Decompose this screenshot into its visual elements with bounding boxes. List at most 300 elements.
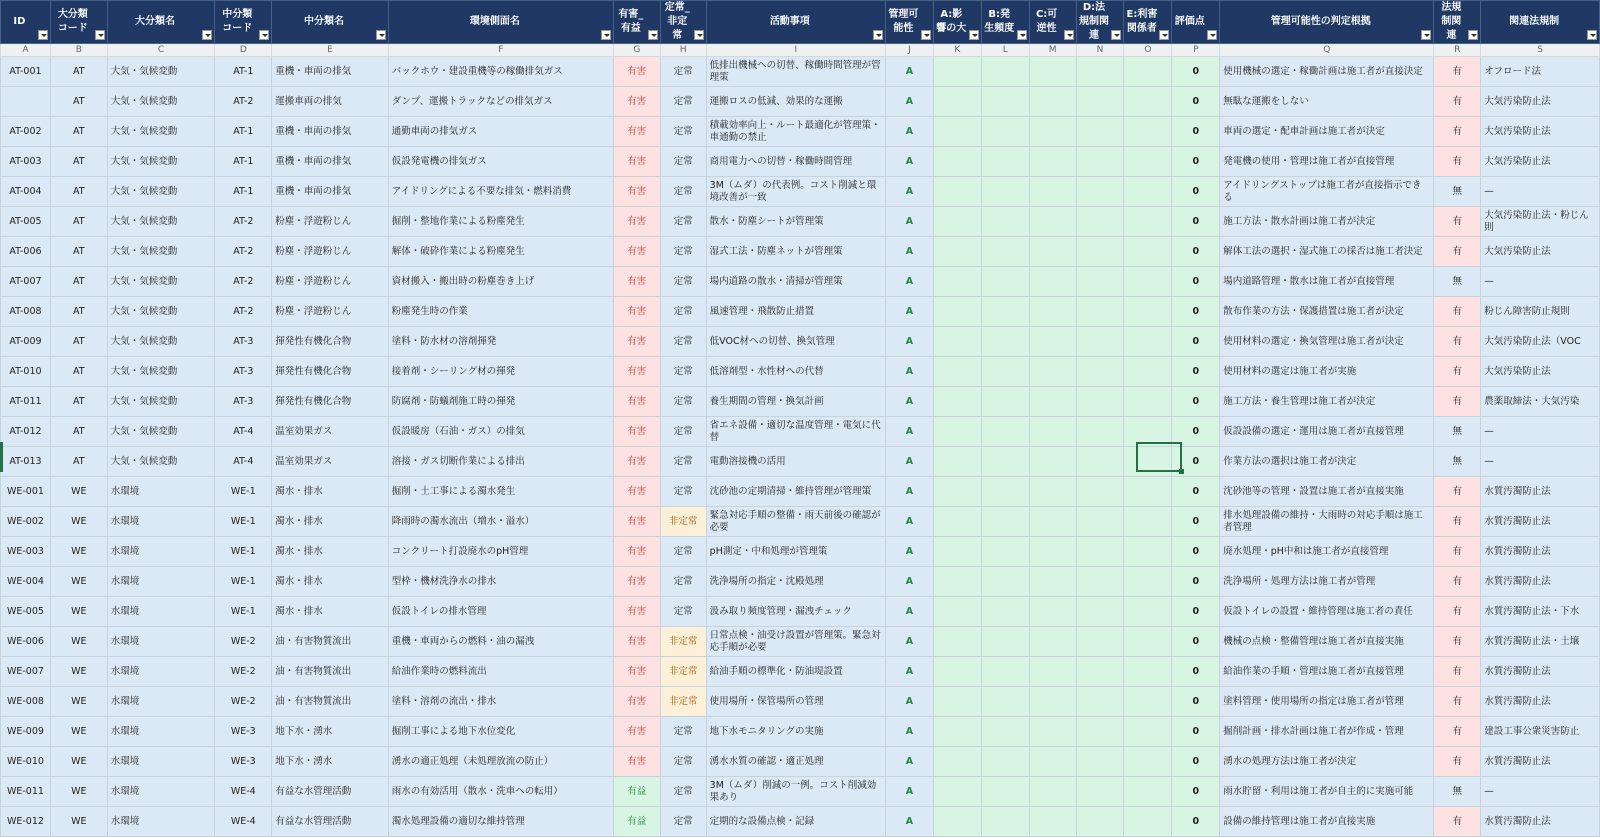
table-cell[interactable] bbox=[933, 507, 981, 537]
table-cell[interactable]: 0 bbox=[1172, 687, 1220, 717]
table-cell[interactable]: 有 bbox=[1434, 327, 1481, 357]
filter-dropdown-icon[interactable] bbox=[1468, 30, 1478, 40]
table-cell[interactable]: WE-4 bbox=[215, 777, 272, 807]
table-cell[interactable]: AT-010 bbox=[1, 357, 51, 387]
table-cell[interactable]: WE-009 bbox=[1, 717, 51, 747]
table-cell[interactable]: 大気汚染防止法 bbox=[1481, 117, 1600, 147]
table-cell[interactable]: 大気汚染防止法（VOC bbox=[1481, 327, 1600, 357]
column-letter[interactable]: S bbox=[1481, 44, 1600, 57]
table-cell[interactable] bbox=[933, 237, 981, 267]
table-cell[interactable]: 大気・気候変動 bbox=[107, 417, 215, 447]
table-cell[interactable] bbox=[981, 657, 1029, 687]
table-cell[interactable] bbox=[1124, 717, 1172, 747]
table-cell[interactable] bbox=[933, 267, 981, 297]
table-cell[interactable]: 有 bbox=[1434, 717, 1481, 747]
table-cell[interactable]: オフロード法 bbox=[1481, 57, 1600, 87]
table-cell[interactable]: WE-1 bbox=[215, 537, 272, 567]
table-cell[interactable]: 排水処理設備の維持・大雨時の対応手順は施工者管理 bbox=[1220, 507, 1434, 537]
table-cell[interactable]: 定期的な設備点検・記録 bbox=[706, 807, 885, 837]
table-cell[interactable] bbox=[1029, 597, 1076, 627]
table-cell[interactable]: 施工方法・散水計画は施工者が決定 bbox=[1220, 207, 1434, 237]
table-cell[interactable]: 洗浄場所・処理方法は施工者が管理 bbox=[1220, 567, 1434, 597]
table-cell[interactable]: A bbox=[885, 177, 933, 207]
table-cell[interactable]: 給油作業の手順・管理は施工者が直接管理 bbox=[1220, 657, 1434, 687]
table-cell[interactable] bbox=[1076, 687, 1124, 717]
table-cell[interactable] bbox=[933, 357, 981, 387]
table-cell[interactable]: ダンプ、運搬トラックなどの排気ガス bbox=[388, 87, 613, 117]
table-cell[interactable]: WE-3 bbox=[215, 747, 272, 777]
table-cell[interactable]: A bbox=[885, 87, 933, 117]
table-cell[interactable]: 水環境 bbox=[107, 747, 215, 777]
table-cell[interactable]: WE-001 bbox=[1, 477, 51, 507]
table-cell[interactable]: WE-004 bbox=[1, 567, 51, 597]
table-cell[interactable]: 有害 bbox=[613, 417, 660, 447]
table-cell[interactable]: 0 bbox=[1172, 177, 1220, 207]
table-cell[interactable]: WE-1 bbox=[215, 477, 272, 507]
table-cell[interactable]: 0 bbox=[1172, 237, 1220, 267]
table-cell[interactable]: 有益 bbox=[613, 807, 660, 837]
table-cell[interactable] bbox=[981, 177, 1029, 207]
table-cell[interactable] bbox=[1076, 507, 1124, 537]
table-cell[interactable] bbox=[1029, 177, 1076, 207]
table-cell[interactable] bbox=[1029, 507, 1076, 537]
table-cell[interactable]: 通勤車両の排気ガス bbox=[388, 117, 613, 147]
table-cell[interactable]: WE-3 bbox=[215, 717, 272, 747]
table-cell[interactable] bbox=[933, 177, 981, 207]
column-letter[interactable]: C bbox=[107, 44, 215, 57]
table-cell[interactable] bbox=[1029, 777, 1076, 807]
table-cell[interactable]: 設備の維持管理は施工者が直接実施 bbox=[1220, 807, 1434, 837]
table-cell[interactable]: A bbox=[885, 807, 933, 837]
table-cell[interactable]: 水環境 bbox=[107, 657, 215, 687]
table-cell[interactable] bbox=[1029, 57, 1076, 87]
table-cell[interactable] bbox=[1124, 507, 1172, 537]
table-cell[interactable]: 雨水貯留・利用は施工者が自主的に実施可能 bbox=[1220, 777, 1434, 807]
filter-dropdown-icon[interactable] bbox=[259, 30, 269, 40]
table-cell[interactable]: WE-4 bbox=[215, 807, 272, 837]
table-cell[interactable]: WE bbox=[50, 477, 107, 507]
table-cell[interactable]: 運搬車両の排気 bbox=[272, 87, 389, 117]
table-cell[interactable]: 塗料・溶剤の流出・排水 bbox=[388, 687, 613, 717]
table-cell[interactable]: 大気・気候変動 bbox=[107, 87, 215, 117]
table-cell[interactable] bbox=[1076, 717, 1124, 747]
table-cell[interactable]: 有害 bbox=[613, 327, 660, 357]
table-cell[interactable]: 揮発性有機化合物 bbox=[272, 357, 389, 387]
table-cell[interactable]: 有 bbox=[1434, 357, 1481, 387]
table-cell[interactable]: AT bbox=[50, 447, 107, 477]
table-cell[interactable] bbox=[1029, 327, 1076, 357]
table-cell[interactable]: 大気・気候変動 bbox=[107, 117, 215, 147]
table-cell[interactable]: 大気・気候変動 bbox=[107, 237, 215, 267]
table-cell[interactable] bbox=[1029, 267, 1076, 297]
table-cell[interactable]: WE bbox=[50, 747, 107, 777]
table-cell[interactable]: A bbox=[885, 657, 933, 687]
table-cell[interactable] bbox=[1076, 807, 1124, 837]
table-cell[interactable]: アイドリングによる不要な排気・燃料消費 bbox=[388, 177, 613, 207]
table-cell[interactable]: 水環境 bbox=[107, 777, 215, 807]
table-cell[interactable]: 温室効果ガス bbox=[272, 417, 389, 447]
table-cell[interactable] bbox=[933, 417, 981, 447]
table-cell[interactable]: AT-001 bbox=[1, 57, 51, 87]
table-cell[interactable]: A bbox=[885, 117, 933, 147]
table-cell[interactable]: 3M（ムダ）削減の一例。コスト削減効果あり bbox=[706, 777, 885, 807]
table-cell[interactable]: 重機・車両からの燃料・油の漏洩 bbox=[388, 627, 613, 657]
table-cell[interactable]: 湧水の適正処理（未処理放流の防止） bbox=[388, 747, 613, 777]
table-cell[interactable]: 定常 bbox=[660, 297, 706, 327]
table-cell[interactable] bbox=[1076, 237, 1124, 267]
table-cell[interactable]: 水環境 bbox=[107, 717, 215, 747]
table-cell[interactable]: 有 bbox=[1434, 537, 1481, 567]
table-cell[interactable]: 無 bbox=[1434, 417, 1481, 447]
table-cell[interactable]: 施工方法・養生管理は施工者が決定 bbox=[1220, 387, 1434, 417]
table-cell[interactable] bbox=[981, 507, 1029, 537]
filter-dropdown-icon[interactable] bbox=[969, 30, 979, 40]
table-cell[interactable]: 濁水処理設備の適切な維持管理 bbox=[388, 807, 613, 837]
table-cell[interactable]: AT bbox=[50, 387, 107, 417]
table-cell[interactable]: 商用電力への切替・稼働時間管理 bbox=[706, 147, 885, 177]
table-cell[interactable] bbox=[1124, 537, 1172, 567]
table-cell[interactable]: 地下水・湧水 bbox=[272, 717, 389, 747]
table-cell[interactable]: 0 bbox=[1172, 747, 1220, 777]
table-cell[interactable]: 0 bbox=[1172, 447, 1220, 477]
table-cell[interactable] bbox=[1124, 57, 1172, 87]
table-cell[interactable]: 水環境 bbox=[107, 597, 215, 627]
table-cell[interactable] bbox=[1124, 807, 1172, 837]
column-letter[interactable]: B bbox=[50, 44, 107, 57]
table-cell[interactable]: WE-002 bbox=[1, 507, 51, 537]
table-cell[interactable]: 定常 bbox=[660, 477, 706, 507]
table-cell[interactable] bbox=[933, 147, 981, 177]
table-cell[interactable] bbox=[933, 537, 981, 567]
table-cell[interactable]: 有害 bbox=[613, 567, 660, 597]
table-cell[interactable]: 沈砂池の定期清掃・維持管理が管理策 bbox=[706, 477, 885, 507]
table-cell[interactable]: 定常 bbox=[660, 567, 706, 597]
table-cell[interactable]: WE bbox=[50, 597, 107, 627]
column-letter[interactable]: F bbox=[388, 44, 613, 57]
table-cell[interactable]: 濁水・排水 bbox=[272, 537, 389, 567]
table-cell[interactable] bbox=[1076, 537, 1124, 567]
table-cell[interactable]: 濁水・排水 bbox=[272, 507, 389, 537]
table-cell[interactable]: 非定常 bbox=[660, 657, 706, 687]
table-cell[interactable]: WE-2 bbox=[215, 687, 272, 717]
table-cell[interactable]: AT bbox=[50, 267, 107, 297]
table-cell[interactable]: 3M（ムダ）の代表例。コスト削減と環境改善が一致 bbox=[706, 177, 885, 207]
table-cell[interactable]: 有害 bbox=[613, 657, 660, 687]
table-cell[interactable] bbox=[1124, 117, 1172, 147]
table-cell[interactable]: 掘削・土工事による濁水発生 bbox=[388, 477, 613, 507]
table-cell[interactable] bbox=[981, 687, 1029, 717]
filter-dropdown-icon[interactable] bbox=[873, 30, 883, 40]
table-cell[interactable]: 水環境 bbox=[107, 567, 215, 597]
table-cell[interactable] bbox=[1076, 417, 1124, 447]
table-cell[interactable]: 建設工事公衆災害防止 bbox=[1481, 717, 1600, 747]
filter-dropdown-icon[interactable] bbox=[648, 30, 658, 40]
table-cell[interactable]: 0 bbox=[1172, 807, 1220, 837]
table-cell[interactable]: 0 bbox=[1172, 207, 1220, 237]
table-cell[interactable]: 有害 bbox=[613, 597, 660, 627]
table-cell[interactable]: 防腐剤・防蟻剤施工時の揮発 bbox=[388, 387, 613, 417]
table-cell[interactable]: 0 bbox=[1172, 777, 1220, 807]
table-cell[interactable]: 低VOC材への切替、換気管理 bbox=[706, 327, 885, 357]
table-cell[interactable] bbox=[933, 387, 981, 417]
table-cell[interactable] bbox=[1076, 267, 1124, 297]
table-cell[interactable]: 0 bbox=[1172, 417, 1220, 447]
table-cell[interactable]: 塗料管理・使用場所の指定は施工者が管理 bbox=[1220, 687, 1434, 717]
table-cell[interactable]: AT-013 bbox=[1, 447, 51, 477]
table-cell[interactable]: 粉塵・浮遊粉じん bbox=[272, 237, 389, 267]
table-cell[interactable]: A bbox=[885, 717, 933, 747]
table-cell[interactable]: AT bbox=[50, 327, 107, 357]
table-cell[interactable]: 油・有害物質流出 bbox=[272, 627, 389, 657]
table-cell[interactable]: 仮設トイレの設置・維持管理は施工者の責任 bbox=[1220, 597, 1434, 627]
table-cell[interactable]: 有 bbox=[1434, 747, 1481, 777]
table-cell[interactable] bbox=[981, 447, 1029, 477]
table-cell[interactable] bbox=[981, 717, 1029, 747]
table-cell[interactable]: A bbox=[885, 447, 933, 477]
table-cell[interactable]: 0 bbox=[1172, 477, 1220, 507]
column-letter[interactable]: I bbox=[706, 44, 885, 57]
table-cell[interactable]: 有 bbox=[1434, 597, 1481, 627]
table-cell[interactable] bbox=[1029, 117, 1076, 147]
table-cell[interactable]: 0 bbox=[1172, 147, 1220, 177]
table-cell[interactable]: 大気汚染防止法 bbox=[1481, 357, 1600, 387]
table-cell[interactable]: 日常点検・油受け設置が管理策。緊急対応手順が必要 bbox=[706, 627, 885, 657]
table-cell[interactable]: AT-2 bbox=[215, 267, 272, 297]
table-cell[interactable]: A bbox=[885, 417, 933, 447]
table-cell[interactable]: WE-007 bbox=[1, 657, 51, 687]
table-cell[interactable] bbox=[1124, 387, 1172, 417]
table-cell[interactable] bbox=[981, 777, 1029, 807]
table-cell[interactable]: — bbox=[1481, 777, 1600, 807]
table-cell[interactable]: 水質汚濁防止法 bbox=[1481, 537, 1600, 567]
table-cell[interactable]: 定常 bbox=[660, 207, 706, 237]
table-cell[interactable]: WE bbox=[50, 777, 107, 807]
table-cell[interactable] bbox=[981, 237, 1029, 267]
table-cell[interactable] bbox=[981, 117, 1029, 147]
table-cell[interactable]: 電動溶接機の活用 bbox=[706, 447, 885, 477]
table-cell[interactable] bbox=[1029, 807, 1076, 837]
table-cell[interactable]: 温室効果ガス bbox=[272, 447, 389, 477]
table-cell[interactable]: 0 bbox=[1172, 327, 1220, 357]
table-cell[interactable]: 定常 bbox=[660, 807, 706, 837]
table-cell[interactable]: 有害 bbox=[613, 747, 660, 777]
table-cell[interactable]: 水質汚濁防止法 bbox=[1481, 807, 1600, 837]
table-cell[interactable]: 0 bbox=[1172, 357, 1220, 387]
table-cell[interactable] bbox=[1076, 567, 1124, 597]
table-cell[interactable] bbox=[1029, 447, 1076, 477]
table-cell[interactable]: 非定常 bbox=[660, 627, 706, 657]
table-cell[interactable]: 水環境 bbox=[107, 807, 215, 837]
table-cell[interactable]: AT bbox=[50, 357, 107, 387]
table-cell[interactable]: 定常 bbox=[660, 327, 706, 357]
filter-dropdown-icon[interactable] bbox=[376, 30, 386, 40]
column-letter[interactable]: M bbox=[1029, 44, 1076, 57]
table-cell[interactable]: WE bbox=[50, 687, 107, 717]
table-cell[interactable]: 水質汚濁防止法 bbox=[1481, 747, 1600, 777]
table-cell[interactable]: 水質汚濁防止法 bbox=[1481, 567, 1600, 597]
table-cell[interactable] bbox=[1076, 477, 1124, 507]
table-cell[interactable] bbox=[933, 477, 981, 507]
table-cell[interactable]: 積載効率向上・ルート最適化が管理策・車通勤の禁止 bbox=[706, 117, 885, 147]
table-cell[interactable]: 大気・気候変動 bbox=[107, 267, 215, 297]
table-cell[interactable]: WE-008 bbox=[1, 687, 51, 717]
table-cell[interactable]: AT bbox=[50, 207, 107, 237]
table-cell[interactable]: — bbox=[1481, 267, 1600, 297]
table-cell[interactable]: 水環境 bbox=[107, 537, 215, 567]
table-cell[interactable]: AT-2 bbox=[215, 87, 272, 117]
column-letter[interactable]: O bbox=[1124, 44, 1172, 57]
table-cell[interactable] bbox=[1124, 297, 1172, 327]
table-cell[interactable] bbox=[981, 807, 1029, 837]
table-cell[interactable]: 0 bbox=[1172, 537, 1220, 567]
table-cell[interactable]: 解体・破砕作業による粉塵発生 bbox=[388, 237, 613, 267]
table-cell[interactable] bbox=[1124, 777, 1172, 807]
table-cell[interactable]: 有害 bbox=[613, 147, 660, 177]
table-cell[interactable]: WE-2 bbox=[215, 627, 272, 657]
table-cell[interactable]: 散水・防塵シートが管理策 bbox=[706, 207, 885, 237]
table-cell[interactable]: 養生期間の管理・換気計画 bbox=[706, 387, 885, 417]
table-cell[interactable]: 有 bbox=[1434, 147, 1481, 177]
table-cell[interactable] bbox=[1124, 747, 1172, 777]
table-cell[interactable]: A bbox=[885, 387, 933, 417]
filter-dropdown-icon[interactable] bbox=[1017, 30, 1027, 40]
table-cell[interactable]: 使用場所・保管場所の管理 bbox=[706, 687, 885, 717]
table-cell[interactable]: 有益な水管理活動 bbox=[272, 807, 389, 837]
table-cell[interactable]: 汲み取り頻度管理・漏洩チェック bbox=[706, 597, 885, 627]
table-cell[interactable]: AT-4 bbox=[215, 417, 272, 447]
table-cell[interactable]: 農薬取締法・大気汚染 bbox=[1481, 387, 1600, 417]
column-letter[interactable]: K bbox=[933, 44, 981, 57]
table-cell[interactable]: — bbox=[1481, 447, 1600, 477]
column-letter[interactable]: P bbox=[1172, 44, 1220, 57]
table-cell[interactable]: A bbox=[885, 507, 933, 537]
table-cell[interactable]: 湧水の処理方法は施工者が決定 bbox=[1220, 747, 1434, 777]
table-cell[interactable] bbox=[1076, 297, 1124, 327]
table-cell[interactable]: 大気・気候変動 bbox=[107, 297, 215, 327]
table-cell[interactable] bbox=[933, 627, 981, 657]
table-cell[interactable]: 定常 bbox=[660, 447, 706, 477]
table-cell[interactable] bbox=[981, 387, 1029, 417]
table-cell[interactable]: 有害 bbox=[613, 297, 660, 327]
table-cell[interactable]: 発電機の使用・管理は施工者が直接管理 bbox=[1220, 147, 1434, 177]
table-cell[interactable]: 水質汚濁防止法 bbox=[1481, 687, 1600, 717]
table-cell[interactable]: 有 bbox=[1434, 807, 1481, 837]
table-cell[interactable] bbox=[1076, 447, 1124, 477]
table-cell[interactable]: 仮設発電機の排気ガス bbox=[388, 147, 613, 177]
table-cell[interactable]: 有害 bbox=[613, 117, 660, 147]
table-cell[interactable]: AT-012 bbox=[1, 417, 51, 447]
table-cell[interactable]: 重機・車両の排気 bbox=[272, 117, 389, 147]
column-letter[interactable]: H bbox=[660, 44, 706, 57]
column-letter[interactable]: G bbox=[613, 44, 660, 57]
table-cell[interactable] bbox=[981, 357, 1029, 387]
table-cell[interactable]: 降雨時の濁水流出（増水・溢水） bbox=[388, 507, 613, 537]
table-cell[interactable]: 有害 bbox=[613, 447, 660, 477]
table-cell[interactable]: 有害 bbox=[613, 267, 660, 297]
table-cell[interactable] bbox=[981, 747, 1029, 777]
table-cell[interactable] bbox=[1029, 357, 1076, 387]
table-cell[interactable] bbox=[933, 717, 981, 747]
table-cell[interactable]: 有害 bbox=[613, 627, 660, 657]
table-cell[interactable]: 大気・気候変動 bbox=[107, 147, 215, 177]
table-cell[interactable]: 大気・気候変動 bbox=[107, 357, 215, 387]
filter-dropdown-icon[interactable] bbox=[38, 30, 48, 40]
table-cell[interactable]: 沈砂池等の管理・設置は施工者が直接実施 bbox=[1220, 477, 1434, 507]
table-cell[interactable]: 定常 bbox=[660, 537, 706, 567]
table-cell[interactable] bbox=[1029, 237, 1076, 267]
table-cell[interactable]: 油・有害物質流出 bbox=[272, 657, 389, 687]
table-cell[interactable]: 定常 bbox=[660, 717, 706, 747]
table-cell[interactable]: 掘削・整地作業による粉塵発生 bbox=[388, 207, 613, 237]
table-cell[interactable] bbox=[1124, 357, 1172, 387]
column-letter[interactable]: A bbox=[1, 44, 51, 57]
table-cell[interactable]: 使用材料の選定は施工者が実施 bbox=[1220, 357, 1434, 387]
table-cell[interactable]: AT bbox=[50, 87, 107, 117]
table-cell[interactable]: WE bbox=[50, 567, 107, 597]
table-cell[interactable] bbox=[1076, 207, 1124, 237]
table-cell[interactable]: 重機・車両の排気 bbox=[272, 57, 389, 87]
table-cell[interactable]: 大気・気候変動 bbox=[107, 327, 215, 357]
table-cell[interactable]: 定常 bbox=[660, 267, 706, 297]
filter-dropdown-icon[interactable] bbox=[202, 30, 212, 40]
table-cell[interactable]: 0 bbox=[1172, 507, 1220, 537]
table-cell[interactable]: 定常 bbox=[660, 417, 706, 447]
table-cell[interactable]: 有害 bbox=[613, 57, 660, 87]
table-cell[interactable]: A bbox=[885, 567, 933, 597]
table-cell[interactable]: 有 bbox=[1434, 207, 1481, 237]
table-cell[interactable]: WE-012 bbox=[1, 807, 51, 837]
table-cell[interactable]: 有 bbox=[1434, 297, 1481, 327]
table-cell[interactable]: 有害 bbox=[613, 537, 660, 567]
table-cell[interactable]: 有害 bbox=[613, 387, 660, 417]
table-cell[interactable]: A bbox=[885, 327, 933, 357]
filter-dropdown-icon[interactable] bbox=[1587, 30, 1597, 40]
table-cell[interactable] bbox=[1029, 207, 1076, 237]
table-cell[interactable]: 有 bbox=[1434, 387, 1481, 417]
table-cell[interactable]: 接着剤・シーリング材の揮発 bbox=[388, 357, 613, 387]
column-letter[interactable]: J bbox=[885, 44, 933, 57]
table-cell[interactable]: 0 bbox=[1172, 57, 1220, 87]
table-cell[interactable] bbox=[981, 537, 1029, 567]
table-cell[interactable]: 低排出機械への切替、稼働時間管理が管理策 bbox=[706, 57, 885, 87]
table-cell[interactable] bbox=[981, 57, 1029, 87]
table-cell[interactable]: 大気・気候変動 bbox=[107, 207, 215, 237]
table-cell[interactable] bbox=[981, 297, 1029, 327]
table-cell[interactable]: 定常 bbox=[660, 147, 706, 177]
table-cell[interactable]: 使用材料の選定・換気管理は施工者が決定 bbox=[1220, 327, 1434, 357]
filter-dropdown-icon[interactable] bbox=[921, 30, 931, 40]
table-cell[interactable] bbox=[1029, 627, 1076, 657]
table-cell[interactable] bbox=[933, 297, 981, 327]
table-cell[interactable]: 無 bbox=[1434, 177, 1481, 207]
table-cell[interactable]: バックホウ・建設重機等の稼働排気ガス bbox=[388, 57, 613, 87]
table-cell[interactable]: 0 bbox=[1172, 117, 1220, 147]
table-cell[interactable]: A bbox=[885, 597, 933, 627]
table-cell[interactable]: WE-2 bbox=[215, 657, 272, 687]
table-cell[interactable]: 有害 bbox=[613, 477, 660, 507]
table-cell[interactable]: 0 bbox=[1172, 657, 1220, 687]
table-cell[interactable]: 粉塵発生時の作業 bbox=[388, 297, 613, 327]
table-cell[interactable]: 廃水処理・pH中和は施工者が直接管理 bbox=[1220, 537, 1434, 567]
table-cell[interactable]: 有害 bbox=[613, 87, 660, 117]
table-cell[interactable] bbox=[1, 87, 51, 117]
table-cell[interactable] bbox=[1029, 417, 1076, 447]
table-cell[interactable] bbox=[1029, 477, 1076, 507]
filter-dropdown-icon[interactable] bbox=[95, 30, 105, 40]
table-cell[interactable]: 水環境 bbox=[107, 477, 215, 507]
table-cell[interactable]: 重機・車両の排気 bbox=[272, 147, 389, 177]
filter-dropdown-icon[interactable] bbox=[1159, 30, 1169, 40]
